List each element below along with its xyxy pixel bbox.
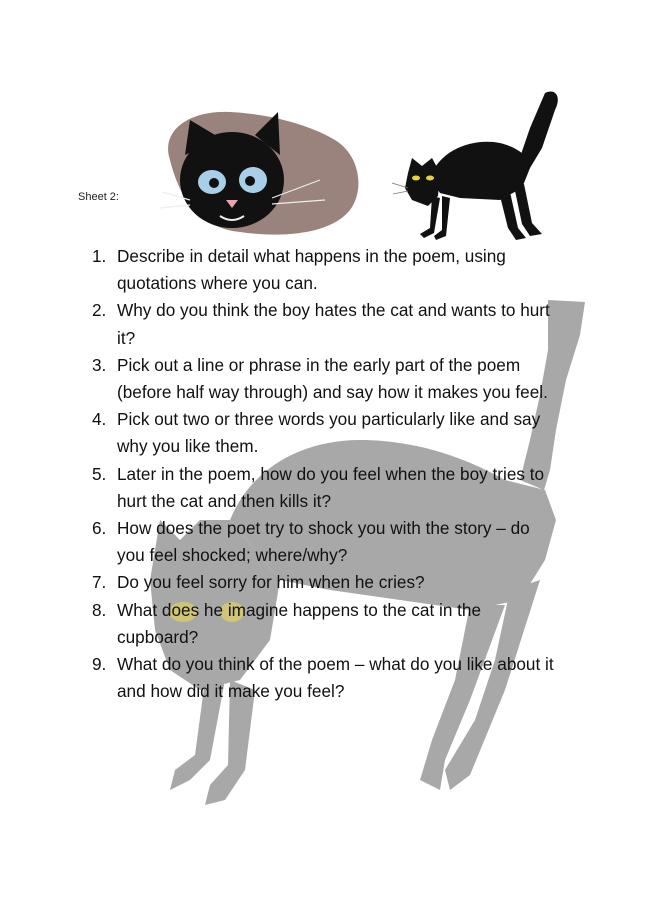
question-number: 9. bbox=[92, 654, 107, 675]
question-text: Describe in detail what happens in the poem, using quotations where you can. bbox=[117, 246, 506, 294]
sheet-label: Sheet 2: bbox=[78, 191, 119, 203]
question-number: 2. bbox=[92, 300, 107, 321]
question-number: 7. bbox=[92, 572, 107, 593]
question-item bbox=[92, 651, 562, 705]
question-text: Pick out two or three words you particularly like and say why you like them. bbox=[117, 409, 541, 457]
arched-cat-illustration bbox=[390, 88, 570, 248]
question-text: What do you think of the poem – what do you like about it and how did it make you feel? bbox=[117, 654, 554, 702]
question-item bbox=[92, 297, 562, 351]
question-number: 5. bbox=[92, 463, 107, 484]
question-item bbox=[92, 461, 562, 515]
question-text: Pick out a line or phrase in the early part of the poem (before half way through) and say how it makes you feel. bbox=[117, 354, 548, 403]
question-item bbox=[92, 597, 562, 651]
question-text: How does the poet try to shock you with the story – do you feel shocked; where/why? bbox=[117, 518, 530, 566]
question-number: 4. bbox=[92, 409, 107, 430]
question-text: Why do you think the boy hates the cat and wants to hurt it? bbox=[117, 300, 550, 348]
question-number: 6. bbox=[92, 518, 107, 539]
question-text: What does he imagine happens to the cat in the cupboard? bbox=[117, 599, 482, 647]
question-item bbox=[92, 243, 562, 297]
question-item bbox=[92, 515, 562, 569]
question-text: Do you feel sorry for him when he cries? bbox=[117, 572, 425, 593]
question-list bbox=[92, 243, 562, 705]
question-number: 3. bbox=[92, 354, 107, 375]
question-number: 8. bbox=[92, 599, 107, 620]
question-item bbox=[92, 569, 562, 596]
question-item bbox=[92, 352, 562, 406]
question-item bbox=[92, 406, 562, 460]
question-number: 1. bbox=[92, 246, 107, 266]
cat-face-illustration bbox=[160, 100, 365, 240]
question-text: Later in the poem, how do you feel when the boy tries to hurt the cat and then kills it? bbox=[117, 463, 545, 511]
